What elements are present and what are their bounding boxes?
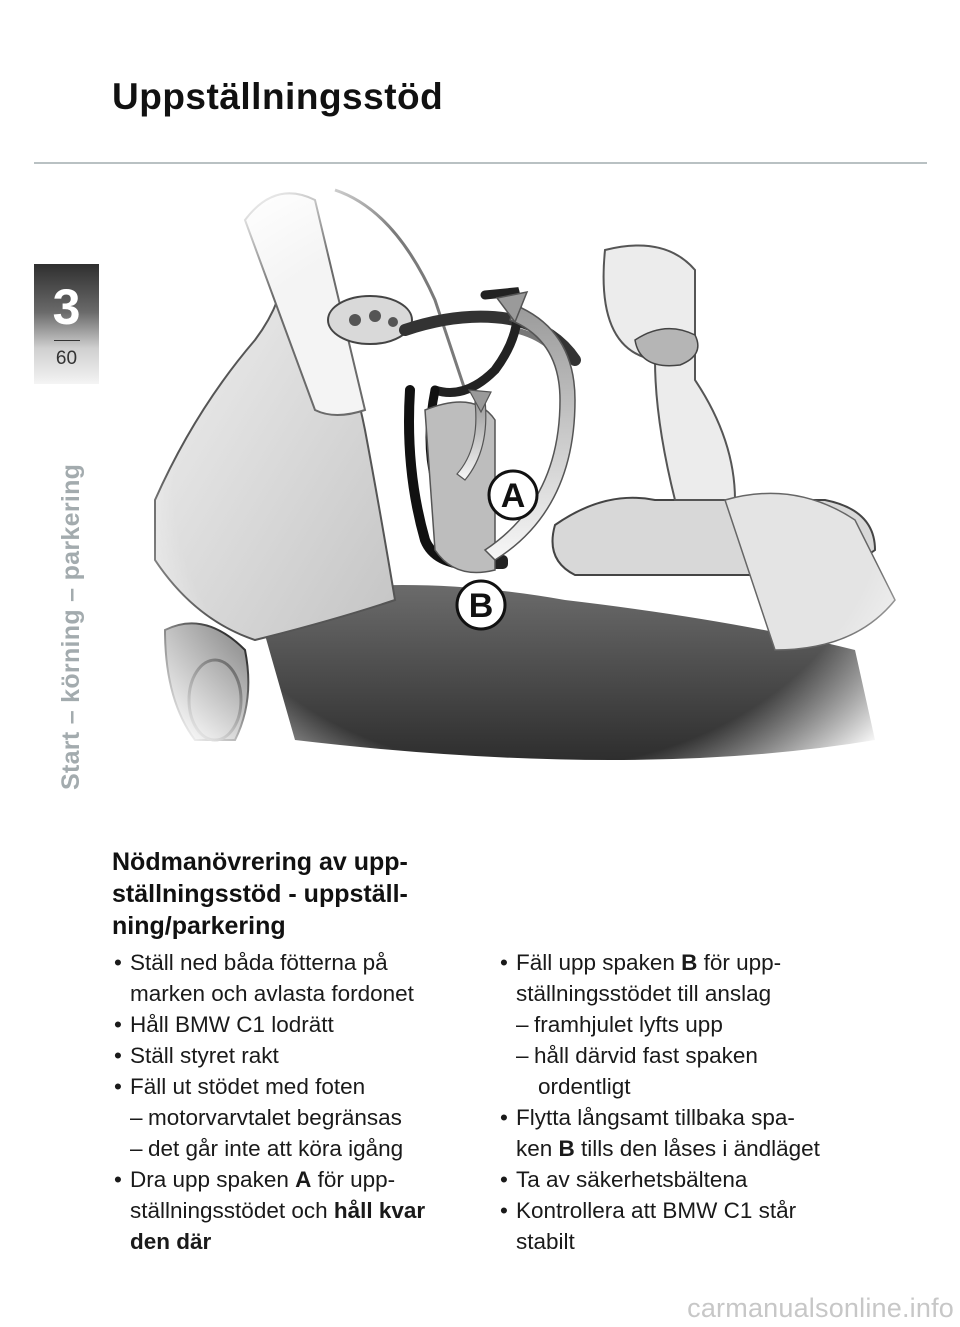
lever-b-ref: B — [558, 1136, 575, 1161]
scooter-stand-illustration — [135, 180, 925, 800]
list-item: • Ställ ned båda fötterna på — [112, 947, 482, 978]
list-item: • Ställ styret rakt — [112, 1040, 482, 1071]
emphasis-text: den där — [130, 1229, 212, 1254]
source-watermark: carmanualsonline.info — [687, 1293, 954, 1323]
list-item-continuation — [498, 1133, 898, 1164]
text-run: Fäll upp spaken — [516, 950, 682, 975]
sub-list-item-continuation: ordentligt — [538, 1074, 631, 1099]
sub-list-item: – håll därvid fast spaken — [498, 1040, 898, 1071]
list-item-continuation: stabilt — [516, 1229, 575, 1254]
text-run: ken — [516, 1136, 559, 1161]
title-divider — [34, 162, 927, 164]
page-title: Uppställningsstöd — [112, 76, 444, 117]
list-item — [498, 947, 898, 978]
sub-list-item: – framhjulet lyfts upp — [498, 1009, 898, 1040]
list-item: • Kontrollera att BMW C1 står — [498, 1195, 898, 1226]
sub-list-item: – det går inte att köra igång — [112, 1133, 482, 1164]
section-heading-line: Nödmanövrering av upp- — [112, 848, 408, 876]
text-run: tills den låses i ändläget — [574, 1136, 820, 1161]
chapter-tab — [34, 264, 99, 384]
instructions-left-column — [112, 947, 482, 1257]
list-item-continuation: ställningsstödet till anslag — [516, 981, 772, 1006]
callout-b-label: B — [468, 587, 494, 625]
chapter-side-label: Start – körning – parkering — [57, 463, 85, 790]
list-item-continuation — [112, 1226, 482, 1257]
list-item: • Flytta långsamt tillbaka spa- — [498, 1102, 898, 1133]
callout-a — [489, 471, 537, 519]
list-item: • Fäll ut stödet med foten — [112, 1071, 482, 1102]
text-run: ställningsstödet och — [130, 1198, 334, 1223]
chapter-divider — [54, 340, 80, 341]
text-run: för upp- — [697, 950, 782, 975]
callout-a-label: A — [500, 477, 526, 515]
section-heading-line: ställningsstöd - uppställ- — [112, 880, 408, 908]
list-item: • Ta av säkerhetsbältena — [498, 1164, 898, 1195]
list-item-continuation: marken och avlasta fordonet — [130, 981, 414, 1006]
section-heading-line: ning/parkering — [112, 912, 286, 940]
sub-list-item: – motorvarvtalet begränsas — [112, 1102, 482, 1133]
lever-a-ref: A — [295, 1167, 312, 1192]
list-item-continuation — [112, 1195, 482, 1226]
list-item: • Håll BMW C1 lodrätt — [112, 1009, 482, 1040]
section-heading — [112, 846, 482, 942]
list-item — [112, 1164, 482, 1195]
page-number: 60 — [55, 348, 78, 369]
chapter-number: 3 — [52, 279, 81, 335]
emphasis-text: håll kvar — [333, 1198, 426, 1223]
text-run: för upp- — [311, 1167, 396, 1192]
callout-b — [457, 581, 505, 629]
instructions-right-column — [498, 947, 898, 1257]
lever-b-ref: B — [681, 950, 698, 975]
text-run: Dra upp spaken — [130, 1167, 296, 1192]
